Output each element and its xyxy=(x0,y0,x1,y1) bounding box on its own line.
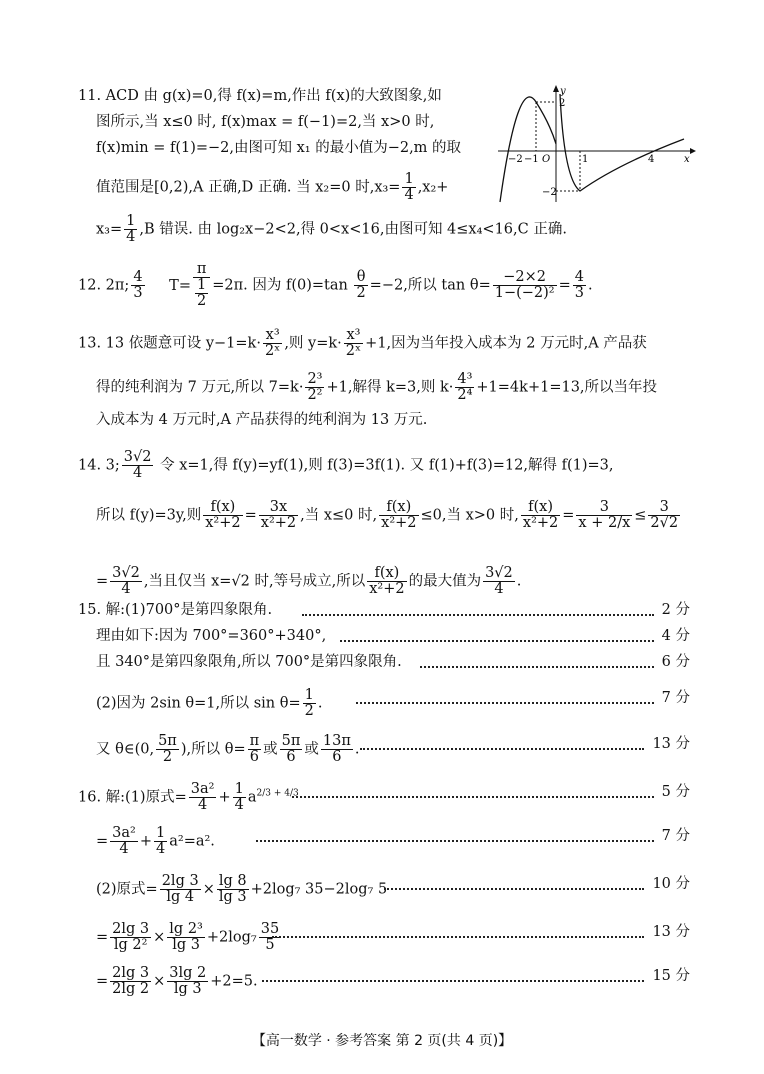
q12-result-frac: $\frac{4}{3}$ xyxy=(574,269,584,301)
q14-frac-c: $\frac{f(x)}{\text{x²+2}}$ xyxy=(381,499,417,531)
q16-text-4c: +2log₇ xyxy=(206,929,257,946)
q16-frac-7: $\frac{2\lg 3}{\text{lg 2²}}$ xyxy=(112,921,150,953)
x-axis-label: x xyxy=(684,154,690,165)
q15-text-5c: 或 xyxy=(263,741,278,758)
tick-y-minus-2: −2 xyxy=(542,187,557,198)
q16-leader-4 xyxy=(272,936,644,938)
q14-text-2d: ≤0,当 x>0 时, xyxy=(420,507,519,524)
q15-line-2: 理由如下:因为 700°=360°+340°, xyxy=(96,628,327,644)
q12-theta-frac: $\frac{\theta}{2}$ xyxy=(356,269,366,301)
q13-frac-1: $\frac{\text{x³}}{\text{2ˣ}}$ xyxy=(264,327,281,359)
q16-leader-3 xyxy=(384,888,644,890)
q16-frac-4: $\frac{1}{4}$ xyxy=(156,825,166,857)
q13-text-1b: ,则 y=k· xyxy=(284,335,342,352)
q14-text-2e: = xyxy=(562,507,575,524)
q16-text-4a: = xyxy=(96,929,109,946)
q16-frac-8: $\frac{\text{lg 2³}}{\lg 3}$ xyxy=(169,921,203,953)
q16-leader-2 xyxy=(256,840,654,842)
origin-label: O xyxy=(542,154,551,165)
q14-line-3 xyxy=(96,566,521,597)
q14-text-2a: 所以 f(y)=3y,则 xyxy=(96,507,202,524)
q16-text-4b: × xyxy=(153,929,166,946)
q16-leader-1 xyxy=(292,796,654,798)
q15-frac-13pi6: $\frac{13\pi}{6}$ xyxy=(322,733,351,765)
q13-text-2b: +1,解得 k=3,则 k· xyxy=(326,379,454,396)
q14-frac-f: $\frac{3}{2√2}$ xyxy=(650,499,679,531)
q15-frac-5pi2: $\frac{5\pi}{2}$ xyxy=(158,733,177,765)
q15-line-5 xyxy=(96,734,360,765)
q15-frac-5pi6: $\frac{5\pi}{6}$ xyxy=(281,733,301,765)
q14-line-2 xyxy=(96,500,682,531)
q16-frac-2: $\frac{1}{4}$ xyxy=(234,781,244,813)
q15-text-5a: 又 θ∈(0, xyxy=(96,741,155,758)
q15-points-4: 7 分 xyxy=(661,690,690,706)
q16-points-4: 13 分 xyxy=(652,924,690,940)
q14-frac-d: $\frac{f(x)}{\text{x²+2}}$ xyxy=(522,499,559,531)
q16-points-1: 5 分 xyxy=(661,784,690,800)
y-axis-label: y xyxy=(560,86,566,97)
q11-line-4-text-b: ,x₂+ xyxy=(417,179,449,196)
tick-x-4: 4 xyxy=(648,154,655,165)
q15-leader-1 xyxy=(302,614,654,616)
q15-text-4a: (2)因为 2sin θ=1,所以 sin θ= xyxy=(96,695,301,712)
q14-frac-h: $\frac{f(x)}{\text{x²+2}}$ xyxy=(369,565,405,597)
q16-frac-9: $\frac{35}{5}$ xyxy=(260,921,280,953)
q12-tan-frac: $\frac{-2\times 2}{\text{1−(−2)²}}$ xyxy=(494,269,555,301)
q14-text-3c: 的最大值为 xyxy=(408,573,482,590)
q16-points-5: 15 分 xyxy=(652,968,690,984)
q12-answer-frac: $\frac{4}{3}$ xyxy=(133,269,143,301)
q16-frac-5: $\frac{2\lg 3}{\lg 4}$ xyxy=(161,873,199,905)
q16-text-3a: (2)原式= xyxy=(96,881,158,898)
q14-frac-e: $\frac{3}{x + 2/x}$ xyxy=(578,499,631,531)
q11-line-5 xyxy=(96,214,567,245)
q15-frac-pi6: $\frac{\pi}{6}$ xyxy=(249,733,260,765)
q14-answer-frac: $\frac{3√2}{4}$ xyxy=(123,449,152,481)
q15-points-2: 4 分 xyxy=(661,628,690,644)
q15-frac-half: $\frac{1}{2}$ xyxy=(304,687,314,719)
q14-frac-g: $\frac{3√2}{4}$ xyxy=(112,565,140,597)
tick-x-minus-2: −2 xyxy=(508,154,523,165)
q14-text-3a: = xyxy=(96,573,109,590)
q16-text-1c: a xyxy=(247,789,257,806)
q13-frac-2: $\frac{\text{x³}}{\text{2ˣ}}$ xyxy=(345,327,362,359)
tick-x-minus-1: −1 xyxy=(524,154,539,165)
q16-points-3: 10 分 xyxy=(652,876,690,892)
q14-text-2b: = xyxy=(244,507,257,524)
q13-line-1 xyxy=(78,328,647,359)
q13-frac-4: $\frac{\text{4³}}{\text{2⁴}}$ xyxy=(457,371,473,403)
q13-text-1c: +1,因为当年投入成本为 2 万元时,A 产品获 xyxy=(365,335,647,352)
function-graph xyxy=(498,84,698,204)
q16-text-2b: + xyxy=(139,833,152,850)
q13-text-2c: +1=4k+1=13,所以当年投 xyxy=(476,379,658,396)
q16-frac-6: $\frac{\lg 8}{\lg 3}$ xyxy=(218,873,247,905)
q12-text-d: =−2,所以 tan θ= xyxy=(369,277,491,294)
q14-frac-a: $\frac{f(x)}{\text{x²+2}}$ xyxy=(205,499,241,531)
q16-text-3b: × xyxy=(202,881,215,898)
q13-line-2 xyxy=(96,372,657,403)
q11-fraction-quarter: $\frac{1}{4}$ xyxy=(404,171,414,203)
q15-line-4 xyxy=(96,688,322,719)
q15-text-5d: 或 xyxy=(304,741,319,758)
q11-fraction-quarter-2: $\frac{1}{4}$ xyxy=(126,213,136,245)
q15-leader-2 xyxy=(340,640,654,642)
q15-leader-5 xyxy=(360,748,644,750)
q11-line-2: 图所示,当 x≤0 时, f(x)max = f(−1)=2,当 x>0 时, xyxy=(96,114,435,130)
q14-text-3b: ,当且仅当 x=√2 时,等号成立,所以 xyxy=(143,573,366,590)
q16-text-1a: 16. 解:(1)原式= xyxy=(78,789,187,806)
q11-line-3: f(x)min = f(1)=−2,由图可知 x₁ 的最小值为−2,m 的取 xyxy=(96,140,462,156)
q11-line-4-text-a: 值范围是[0,2),A 正确,D 正确. 当 x₂=0 时,x₃= xyxy=(96,179,401,196)
q16-frac-11: $\frac{3\lg 2}{\lg 3}$ xyxy=(169,965,207,997)
q16-frac-1: $\frac{\text{3a²}}{4}$ xyxy=(190,781,215,813)
q15-points-5: 13 分 xyxy=(652,736,690,752)
q15-line-3: 且 340°是第四象限角,所以 700°是第四象限角. xyxy=(96,654,402,670)
q16-line-2 xyxy=(96,826,215,857)
q16-text-1b: + xyxy=(218,789,231,806)
q14-text-1: 令 x=1,得 f(y)=yf(1),则 f(3)=3f(1). 又 f(1)+f(3)=12,解得 f(1)=3, xyxy=(155,457,614,474)
q11-line-1: 11. ACD 由 g(x)=0,得 f(x)=m,作出 f(x)的大致图象,如 xyxy=(78,88,442,104)
q14-line-1 xyxy=(78,450,614,481)
q12-text-f: . xyxy=(588,277,593,294)
q12-text-b: T= xyxy=(169,277,191,294)
q12-line xyxy=(78,262,593,309)
q12-period-frac: $\frac{\pi}{\frac{1}{2}}$ xyxy=(193,262,210,309)
q15-points-3: 6 分 xyxy=(661,654,690,670)
q16-exponent: 2/3 + 4/3 xyxy=(256,788,299,799)
q15-leader-3 xyxy=(420,666,654,668)
q16-line-5 xyxy=(96,966,258,997)
q11-line-5-text-b: ,B 错误. 由 log₂x−2<2,得 0<x<16,由图可知 4≤x₄<16,C 正确. xyxy=(139,221,567,238)
q16-text-5b: × xyxy=(153,973,166,990)
q15-text-5b: ),所以 θ= xyxy=(180,741,246,758)
q16-line-3 xyxy=(96,874,387,905)
q16-text-5a: = xyxy=(96,973,109,990)
q15-line-1: 15. 解:(1)700°是第四象限角. xyxy=(78,602,273,618)
q16-line-4 xyxy=(96,922,283,953)
q12-text-e: = xyxy=(558,277,571,294)
q13-frac-3: $\frac{\text{2³}}{\text{2²}}$ xyxy=(307,371,323,403)
x-axis-arrow xyxy=(690,148,696,154)
q14-frac-b: $\frac{3x}{\text{x²+2}}$ xyxy=(260,499,297,531)
curve-right xyxy=(560,94,684,191)
q13-line-3: 入成本为 4 万元时,A 产品获得的纯利润为 13 万元. xyxy=(96,412,428,428)
q15-leader-4 xyxy=(356,702,654,704)
q14-text-3d: . xyxy=(516,573,522,590)
y-axis-arrow xyxy=(553,85,559,92)
q16-points-2: 7 分 xyxy=(661,828,690,844)
q16-text-5c: +2=5. xyxy=(210,973,258,990)
q13-text-2a: 得的纯利润为 7 万元,所以 7=k· xyxy=(96,379,304,396)
q12-label: 12. 2π; xyxy=(78,277,130,294)
q15-points-1: 2 分 xyxy=(661,602,690,618)
tick-x-1: 1 xyxy=(582,154,589,165)
q14-lead: 14. 3; xyxy=(78,457,120,474)
tick-y-2: 2 xyxy=(559,98,566,109)
q13-text-1a: 13. 13 依题意可设 y−1=k· xyxy=(78,335,261,352)
q16-leader-5 xyxy=(262,980,644,982)
q12-text-c: =2π. 因为 f(0)=tan xyxy=(212,277,348,294)
q16-text-2c: a²=a². xyxy=(169,833,215,850)
q11-line-5-text-a: x₃= xyxy=(96,221,123,238)
q16-frac-10: $\frac{2\lg 3}{2\lg 2}$ xyxy=(112,965,150,997)
q14-text-2f: ≤ xyxy=(634,507,647,524)
q14-text-2c: ,当 x≤0 时, xyxy=(300,507,378,524)
q15-text-5e: . xyxy=(354,741,360,758)
q16-line-1 xyxy=(78,782,299,813)
q16-text-3c: +2log₇ 35−2log₇ 5 xyxy=(250,881,388,898)
q16-frac-3: $\frac{\text{3a²}}{4}$ xyxy=(112,825,136,857)
q11-line-4 xyxy=(96,172,448,203)
q14-frac-i: $\frac{3√2}{4}$ xyxy=(485,565,513,597)
q15-text-4b: . xyxy=(317,695,323,712)
page-footer: 【高一数学 · 参考答案 第 2 页(共 4 页)】 xyxy=(251,1033,513,1049)
q16-text-2a: = xyxy=(96,833,109,850)
